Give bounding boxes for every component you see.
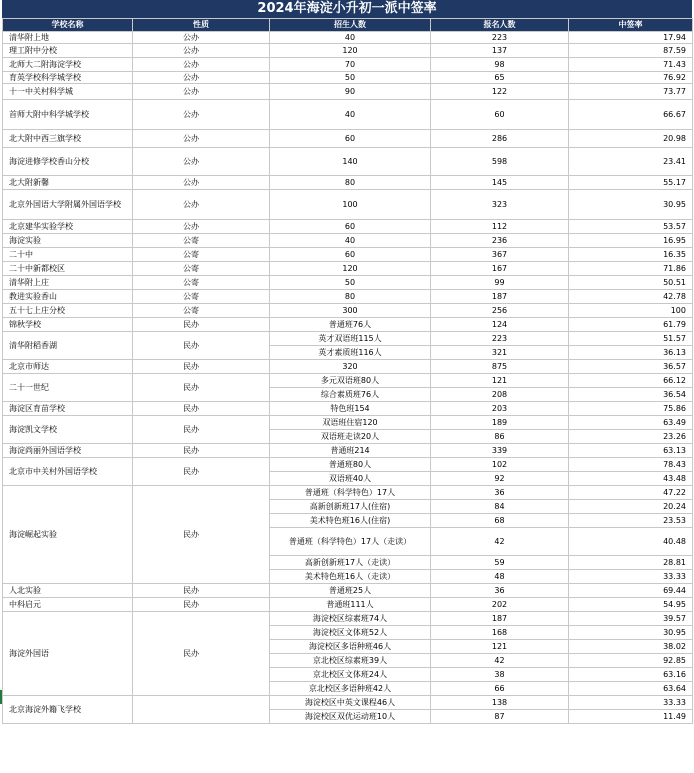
rate-cell: 92.85 — [569, 654, 693, 668]
applicants-cell: 36 — [431, 584, 569, 598]
school-type-cell: 公办 — [133, 58, 270, 72]
rate-cell: 61.79 — [569, 318, 693, 332]
rate-cell: 63.13 — [569, 444, 693, 458]
table-row — [3, 584, 693, 598]
quota-cell: 特色班154 — [270, 402, 431, 416]
sheet-title: 2024年海淀小升初一派中签率 — [2, 0, 692, 18]
table-row — [3, 32, 693, 44]
rate-cell: 36.13 — [569, 346, 693, 360]
school-name-cell: 北大附新馨 — [3, 176, 133, 190]
school-name-cell: 教进实验香山 — [3, 290, 133, 304]
quota-cell: 海淀校区多语种班46人 — [270, 640, 431, 654]
rate-cell: 36.54 — [569, 388, 693, 402]
quota-cell: 海淀校区文体班52人 — [270, 626, 431, 640]
table-row — [3, 360, 693, 374]
rate-cell: 43.48 — [569, 472, 693, 486]
applicants-cell: 256 — [431, 304, 569, 318]
school-name-cell: 海淀区育苗学校 — [3, 402, 133, 416]
school-name-cell: 北京市师达 — [3, 360, 133, 374]
table-row — [3, 304, 693, 318]
applicants-cell: 321 — [431, 346, 569, 360]
rate-cell: 33.33 — [569, 570, 693, 584]
table-body — [3, 32, 693, 724]
school-type-cell: 民办 — [133, 612, 270, 696]
table-row — [3, 374, 693, 388]
quota-cell: 320 — [270, 360, 431, 374]
rate-cell: 75.86 — [569, 402, 693, 416]
table-row — [3, 290, 693, 304]
school-type-cell: 公寄 — [133, 262, 270, 276]
rate-cell: 47.22 — [569, 486, 693, 500]
table-row — [3, 84, 693, 100]
applicants-cell: 187 — [431, 290, 569, 304]
quota-cell: 双语班住宿120 — [270, 416, 431, 430]
quota-cell: 50 — [270, 276, 431, 290]
quota-cell: 高新创新班17人(住宿) — [270, 500, 431, 514]
school-type-cell: 民办 — [133, 444, 270, 458]
school-name-cell: 十一中关村科学城 — [3, 84, 133, 100]
rate-cell: 23.53 — [569, 514, 693, 528]
applicants-cell: 59 — [431, 556, 569, 570]
quota-cell: 多元双语班80人 — [270, 374, 431, 388]
applicants-cell: 86 — [431, 430, 569, 444]
rate-cell: 71.86 — [569, 262, 693, 276]
applicants-cell: 124 — [431, 318, 569, 332]
school-type-cell: 公办 — [133, 44, 270, 58]
school-name-cell: 二十中新都校区 — [3, 262, 133, 276]
school-type-cell: 公寄 — [133, 234, 270, 248]
rate-cell: 63.49 — [569, 416, 693, 430]
table-row — [3, 486, 693, 500]
rate-cell: 11.49 — [569, 710, 693, 724]
quota-cell: 普通班76人 — [270, 318, 431, 332]
table-row — [3, 276, 693, 290]
applicants-cell: 99 — [431, 276, 569, 290]
quota-cell: 美术特色班16人(住宿) — [270, 514, 431, 528]
rate-cell: 55.17 — [569, 176, 693, 190]
school-type-cell — [133, 696, 270, 724]
header-applicants: 报名人数 — [431, 19, 569, 32]
applicants-cell: 98 — [431, 58, 569, 72]
rate-cell: 69.44 — [569, 584, 693, 598]
school-type-cell: 公办 — [133, 176, 270, 190]
school-name-cell: 二十一世纪 — [3, 374, 133, 402]
school-type-cell: 公寄 — [133, 276, 270, 290]
rate-cell: 73.77 — [569, 84, 693, 100]
lottery-table — [2, 18, 693, 724]
table-row — [3, 248, 693, 262]
applicants-cell: 92 — [431, 472, 569, 486]
quota-cell: 40 — [270, 234, 431, 248]
quota-cell: 300 — [270, 304, 431, 318]
quota-cell: 海淀校区综素班74人 — [270, 612, 431, 626]
applicants-cell: 203 — [431, 402, 569, 416]
rate-cell: 71.43 — [569, 58, 693, 72]
rate-cell: 63.16 — [569, 668, 693, 682]
school-name-cell: 中科启元 — [3, 598, 133, 612]
rate-cell: 17.94 — [569, 32, 693, 44]
applicants-cell: 236 — [431, 234, 569, 248]
school-name-cell: 北京海淀外籍飞学校 — [3, 696, 133, 724]
school-type-cell: 公寄 — [133, 304, 270, 318]
table-row — [3, 72, 693, 84]
applicants-cell: 42 — [431, 528, 569, 556]
rate-cell: 16.35 — [569, 248, 693, 262]
rate-cell: 28.81 — [569, 556, 693, 570]
rate-cell: 42.78 — [569, 290, 693, 304]
school-type-cell: 公办 — [133, 190, 270, 220]
quota-cell: 双语班走读20人 — [270, 430, 431, 444]
rate-cell: 20.98 — [569, 130, 693, 148]
school-name-cell: 海淀实验 — [3, 234, 133, 248]
applicants-cell: 223 — [431, 32, 569, 44]
applicants-cell: 187 — [431, 612, 569, 626]
school-type-cell: 公寄 — [133, 248, 270, 262]
table-row — [3, 416, 693, 430]
table-row — [3, 696, 693, 710]
school-type-cell: 公办 — [133, 32, 270, 44]
applicants-cell: 138 — [431, 696, 569, 710]
quota-cell: 140 — [270, 148, 431, 176]
rate-cell: 38.02 — [569, 640, 693, 654]
rate-cell: 100 — [569, 304, 693, 318]
school-type-cell: 公寄 — [133, 290, 270, 304]
quota-cell: 120 — [270, 44, 431, 58]
applicants-cell: 202 — [431, 598, 569, 612]
school-name-cell: 海淀尚丽外国语学校 — [3, 444, 133, 458]
school-name-cell: 首师大附中科学城学校 — [3, 100, 133, 130]
school-name-cell: 北京外国语大学附属外国语学校 — [3, 190, 133, 220]
applicants-cell: 48 — [431, 570, 569, 584]
quota-cell: 京北校区综素班39人 — [270, 654, 431, 668]
school-name-cell: 清华附上地 — [3, 32, 133, 44]
school-type-cell: 公办 — [133, 220, 270, 234]
applicants-cell: 60 — [431, 100, 569, 130]
applicants-cell: 145 — [431, 176, 569, 190]
school-name-cell: 北京建华实验学校 — [3, 220, 133, 234]
applicants-cell: 84 — [431, 500, 569, 514]
table-row — [3, 332, 693, 346]
school-name-cell: 人北实验 — [3, 584, 133, 598]
rate-cell: 23.41 — [569, 148, 693, 176]
applicants-cell: 223 — [431, 332, 569, 346]
applicants-cell: 167 — [431, 262, 569, 276]
quota-cell: 普通班111人 — [270, 598, 431, 612]
school-name-cell: 锦秋学校 — [3, 318, 133, 332]
row-marker — [0, 690, 2, 704]
rate-cell: 63.64 — [569, 682, 693, 696]
school-type-cell: 民办 — [133, 486, 270, 584]
quota-cell: 双语班40人 — [270, 472, 431, 486]
rate-cell: 66.12 — [569, 374, 693, 388]
table-row — [3, 262, 693, 276]
school-type-cell: 民办 — [133, 458, 270, 486]
applicants-cell: 286 — [431, 130, 569, 148]
school-type-cell: 公办 — [133, 148, 270, 176]
table-row — [3, 44, 693, 58]
quota-cell: 60 — [270, 248, 431, 262]
quota-cell: 英才双语班115人 — [270, 332, 431, 346]
rate-cell: 30.95 — [569, 190, 693, 220]
quota-cell: 100 — [270, 190, 431, 220]
quota-cell: 60 — [270, 130, 431, 148]
applicants-cell: 189 — [431, 416, 569, 430]
table-row — [3, 612, 693, 626]
rate-cell: 54.95 — [569, 598, 693, 612]
applicants-cell: 208 — [431, 388, 569, 402]
school-type-cell: 公办 — [133, 100, 270, 130]
school-name-cell: 海淀外国语 — [3, 612, 133, 696]
quota-cell: 英才素质班116人 — [270, 346, 431, 360]
quota-cell: 40 — [270, 100, 431, 130]
school-name-cell: 育英学校科学城学校 — [3, 72, 133, 84]
rate-cell: 30.95 — [569, 626, 693, 640]
quota-cell: 50 — [270, 72, 431, 84]
school-name-cell: 五十七上庄分校 — [3, 304, 133, 318]
quota-cell: 美术特色班16人（走读） — [270, 570, 431, 584]
rate-cell: 50.51 — [569, 276, 693, 290]
header-quota: 招生人数 — [270, 19, 431, 32]
quota-cell: 高新创新班17人（走读） — [270, 556, 431, 570]
rate-cell: 66.67 — [569, 100, 693, 130]
quota-cell: 海淀校区中英文课程46人 — [270, 696, 431, 710]
applicants-cell: 38 — [431, 668, 569, 682]
school-type-cell: 公办 — [133, 130, 270, 148]
applicants-cell: 121 — [431, 374, 569, 388]
header-row — [3, 19, 693, 32]
school-type-cell: 民办 — [133, 332, 270, 360]
rate-cell: 51.57 — [569, 332, 693, 346]
applicants-cell: 121 — [431, 640, 569, 654]
school-name-cell: 清华附稻香湖 — [3, 332, 133, 360]
rate-cell: 53.57 — [569, 220, 693, 234]
applicants-cell: 598 — [431, 148, 569, 176]
rate-cell: 39.57 — [569, 612, 693, 626]
school-name-cell: 清华附上庄 — [3, 276, 133, 290]
table-row — [3, 598, 693, 612]
quota-cell: 90 — [270, 84, 431, 100]
school-type-cell: 民办 — [133, 584, 270, 598]
header-school: 学校名称 — [3, 19, 133, 32]
school-name-cell: 北大附中西三旗学校 — [3, 130, 133, 148]
school-type-cell: 公办 — [133, 84, 270, 100]
table-row — [3, 130, 693, 148]
table-row — [3, 220, 693, 234]
school-type-cell: 民办 — [133, 416, 270, 444]
table-row — [3, 100, 693, 130]
applicants-cell: 87 — [431, 710, 569, 724]
header-rate: 中签率 — [569, 19, 693, 32]
header-type: 性质 — [133, 19, 270, 32]
school-type-cell: 民办 — [133, 374, 270, 402]
applicants-cell: 875 — [431, 360, 569, 374]
quota-cell: 60 — [270, 220, 431, 234]
quota-cell: 京北校区文体班24人 — [270, 668, 431, 682]
table-row — [3, 402, 693, 416]
quota-cell: 京北校区多语种班42人 — [270, 682, 431, 696]
rate-cell: 20.24 — [569, 500, 693, 514]
applicants-cell: 42 — [431, 654, 569, 668]
applicants-cell: 323 — [431, 190, 569, 220]
school-name-cell: 海淀凯文学校 — [3, 416, 133, 444]
applicants-cell: 122 — [431, 84, 569, 100]
table-row — [3, 234, 693, 248]
school-name-cell: 理工附中分校 — [3, 44, 133, 58]
applicants-cell: 137 — [431, 44, 569, 58]
quota-cell: 80 — [270, 176, 431, 190]
applicants-cell: 66 — [431, 682, 569, 696]
quota-cell: 普通班214 — [270, 444, 431, 458]
school-name-cell: 海淀进修学校香山分校 — [3, 148, 133, 176]
school-type-cell: 民办 — [133, 318, 270, 332]
rate-cell: 16.95 — [569, 234, 693, 248]
applicants-cell: 112 — [431, 220, 569, 234]
table-row — [3, 318, 693, 332]
quota-cell: 40 — [270, 32, 431, 44]
school-name-cell: 北师大二附海淀学校 — [3, 58, 133, 72]
rate-cell: 76.92 — [569, 72, 693, 84]
applicants-cell: 68 — [431, 514, 569, 528]
table-row — [3, 148, 693, 176]
applicants-cell: 339 — [431, 444, 569, 458]
quota-cell: 海淀校区双优运动班10人 — [270, 710, 431, 724]
applicants-cell: 65 — [431, 72, 569, 84]
table-row — [3, 444, 693, 458]
quota-cell: 70 — [270, 58, 431, 72]
rate-cell: 78.43 — [569, 458, 693, 472]
quota-cell: 普通班（科学特色）17人 — [270, 486, 431, 500]
rate-cell: 87.59 — [569, 44, 693, 58]
applicants-cell: 367 — [431, 248, 569, 262]
school-name-cell: 二十中 — [3, 248, 133, 262]
school-type-cell: 民办 — [133, 598, 270, 612]
applicants-cell: 36 — [431, 486, 569, 500]
quota-cell: 普通班25人 — [270, 584, 431, 598]
applicants-cell: 102 — [431, 458, 569, 472]
school-type-cell: 民办 — [133, 360, 270, 374]
table-row — [3, 58, 693, 72]
school-name-cell: 海淀崛起实验 — [3, 486, 133, 584]
applicants-cell: 168 — [431, 626, 569, 640]
quota-cell: 80 — [270, 290, 431, 304]
table-row — [3, 176, 693, 190]
rate-cell: 40.48 — [569, 528, 693, 556]
table-row — [3, 190, 693, 220]
quota-cell: 普通班80人 — [270, 458, 431, 472]
school-name-cell: 北京市中关村外国语学校 — [3, 458, 133, 486]
rate-cell: 23.26 — [569, 430, 693, 444]
school-type-cell: 民办 — [133, 402, 270, 416]
quota-cell: 普通班（科学特色）17人（走读） — [270, 528, 431, 556]
school-type-cell: 公办 — [133, 72, 270, 84]
quota-cell: 120 — [270, 262, 431, 276]
quota-cell: 综合素质班76人 — [270, 388, 431, 402]
rate-cell: 33.33 — [569, 696, 693, 710]
table-row — [3, 458, 693, 472]
rate-cell: 36.57 — [569, 360, 693, 374]
